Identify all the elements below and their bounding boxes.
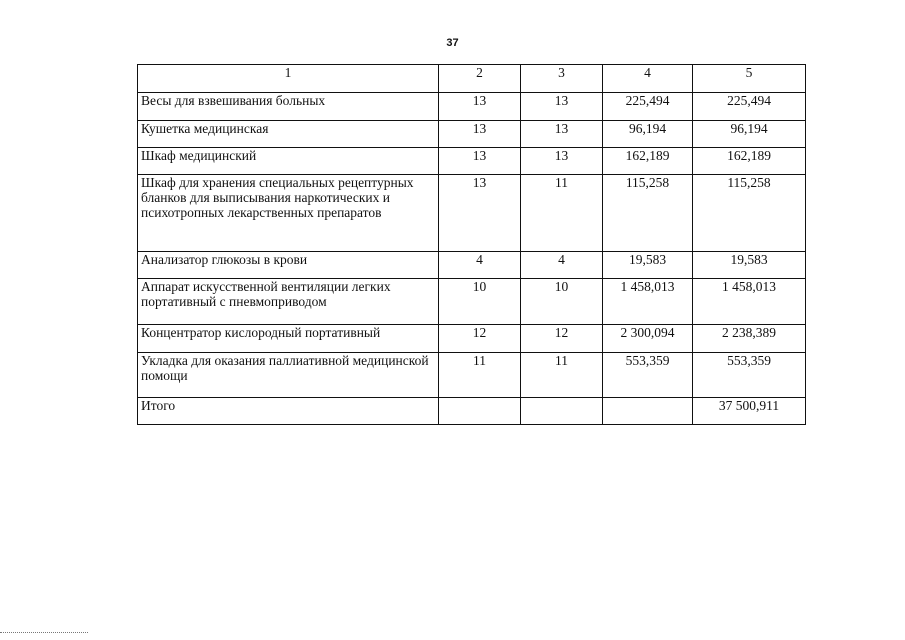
cell-col3: 13 xyxy=(521,121,603,148)
cell-col3: 4 xyxy=(521,252,603,279)
cell-col4: 1 458,013 xyxy=(603,279,693,325)
cell-col4: 553,359 xyxy=(603,353,693,398)
table-row xyxy=(138,353,806,398)
header-cell: 3 xyxy=(521,65,603,93)
cell-col5: 225,494 xyxy=(693,93,806,121)
header-cell: 2 xyxy=(439,65,521,93)
item-name: Шкаф медицинский xyxy=(138,148,439,175)
cell-col3: 13 xyxy=(521,93,603,121)
total-col3 xyxy=(521,398,603,425)
table-row xyxy=(138,175,806,252)
total-col2 xyxy=(439,398,521,425)
cell-col2: 13 xyxy=(439,148,521,175)
cell-col2: 10 xyxy=(439,279,521,325)
item-name: Шкаф для хранения специальных рецептурных бланков для выписывания наркотических и психотропных лекарственных препаратов xyxy=(138,175,439,252)
footer-divider xyxy=(0,632,88,633)
cell-col4: 115,258 xyxy=(603,175,693,252)
total-value: 37 500,911 xyxy=(693,398,806,425)
equipment-table xyxy=(137,64,806,425)
item-name: Весы для взвешивания больных xyxy=(138,93,439,121)
cell-col5: 553,359 xyxy=(693,353,806,398)
cell-col5: 162,189 xyxy=(693,148,806,175)
cell-col3: 11 xyxy=(521,175,603,252)
cell-col5: 2 238,389 xyxy=(693,325,806,353)
cell-col2: 13 xyxy=(439,121,521,148)
header-cell: 5 xyxy=(693,65,806,93)
item-name: Кушетка медицинская xyxy=(138,121,439,148)
cell-col5: 1 458,013 xyxy=(693,279,806,325)
item-name: Аппарат искусственной вентиляции легких портативный с пневмоприводом xyxy=(138,279,439,325)
cell-col2: 11 xyxy=(439,353,521,398)
total-label: Итого xyxy=(138,398,439,425)
cell-col2: 13 xyxy=(439,93,521,121)
cell-col3: 12 xyxy=(521,325,603,353)
cell-col3: 11 xyxy=(521,353,603,398)
table-row xyxy=(138,252,806,279)
cell-col2: 4 xyxy=(439,252,521,279)
item-name: Укладка для оказания паллиативной медицинской помощи xyxy=(138,353,439,398)
table-row xyxy=(138,279,806,325)
item-name: Анализатор глюкозы в крови xyxy=(138,252,439,279)
cell-col4: 2 300,094 xyxy=(603,325,693,353)
cell-col4: 19,583 xyxy=(603,252,693,279)
header-cell: 1 xyxy=(138,65,439,93)
cell-col4: 225,494 xyxy=(603,93,693,121)
item-name: Концентратор кислородный портативный xyxy=(138,325,439,353)
table-row xyxy=(138,121,806,148)
table-header-row xyxy=(138,65,806,93)
header-cell: 4 xyxy=(603,65,693,93)
table-row xyxy=(138,93,806,121)
cell-col2: 13 xyxy=(439,175,521,252)
table-row xyxy=(138,148,806,175)
cell-col2: 12 xyxy=(439,325,521,353)
cell-col3: 13 xyxy=(521,148,603,175)
page-number: 37 xyxy=(446,37,459,49)
cell-col3: 10 xyxy=(521,279,603,325)
total-col4 xyxy=(603,398,693,425)
cell-col4: 162,189 xyxy=(603,148,693,175)
cell-col4: 96,194 xyxy=(603,121,693,148)
total-row xyxy=(138,398,806,425)
cell-col5: 96,194 xyxy=(693,121,806,148)
cell-col5: 115,258 xyxy=(693,175,806,252)
cell-col5: 19,583 xyxy=(693,252,806,279)
table-row xyxy=(138,325,806,353)
